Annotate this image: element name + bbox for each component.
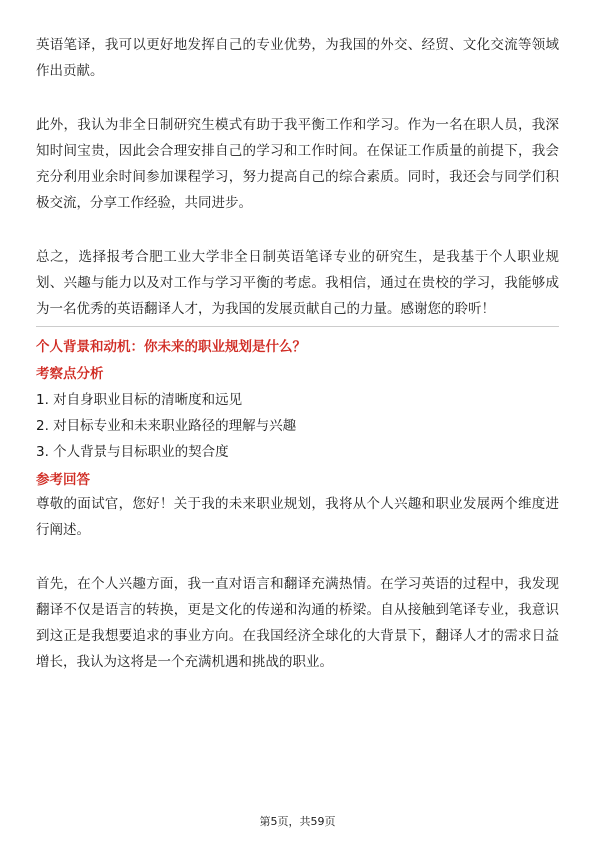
answer-paragraph-interest: 首先，在个人兴趣方面，我一直对语言和翻译充满热情。在学习英语的过程中，我发现翻译不仅是语言的转换，更是文化的传递和沟通的桥梁。自从接触到笔译专业，我意识到这正是我想要追求的事业方向。在我国经济全球化的大背景下，翻译人才的需求日益增长，我认为这将是一个充满机遇和挑战的职业。 bbox=[36, 576, 559, 670]
question-heading: 个人背景和动机：你未来的职业规划是什么？ bbox=[36, 339, 306, 355]
analysis-heading: 考察点分析 bbox=[36, 366, 104, 382]
list-item: 3. 个人背景与目标职业的契合度 bbox=[36, 444, 229, 460]
paragraph-continuation: 英语笔译，我可以更好地发挥自己的专业优势，为我国的外交、经贸、文化交流等领域作出贡献。 bbox=[36, 37, 559, 79]
paragraph-work-study-balance: 此外，我认为非全日制研究生模式有助于我平衡工作和学习。作为一名在职人员，我深知时间宝贵，因此会合理安排自己的学习和工作时间。在保证工作质量的前提下，我会充分利用业余时间参加课程学习，努力提高自己的综合素质。同时，我还会与同学们积极交流，分享工作经验，共同进步。 bbox=[36, 117, 559, 211]
page-content bbox=[36, 32, 559, 675]
list-item: 2. 对目标专业和未来职业路径的理解与兴趣 bbox=[36, 418, 297, 434]
answer-heading: 参考回答 bbox=[36, 472, 90, 488]
list-item: 1. 对自身职业目标的清晰度和远见 bbox=[36, 392, 243, 408]
answer-paragraph-greeting: 尊敬的面试官，您好！关于我的未来职业规划，我将从个人兴趣和职业发展两个维度进行阐述。 bbox=[36, 496, 559, 538]
paragraph-conclusion: 总之，选择报考合肥工业大学非全日制英语笔译专业的研究生，是我基于个人职业规划、兴趣与能力以及对工作与学习平衡的考虑。我相信，通过在贵校的学习，我能够成为一名优秀的英语翻译人才，为我国的发展贡献自己的力量。感谢您的聆听！ bbox=[36, 249, 559, 317]
analysis-list bbox=[36, 387, 559, 465]
section-divider bbox=[36, 326, 559, 327]
page-number-footer: 第5页，共59页 bbox=[259, 815, 336, 828]
